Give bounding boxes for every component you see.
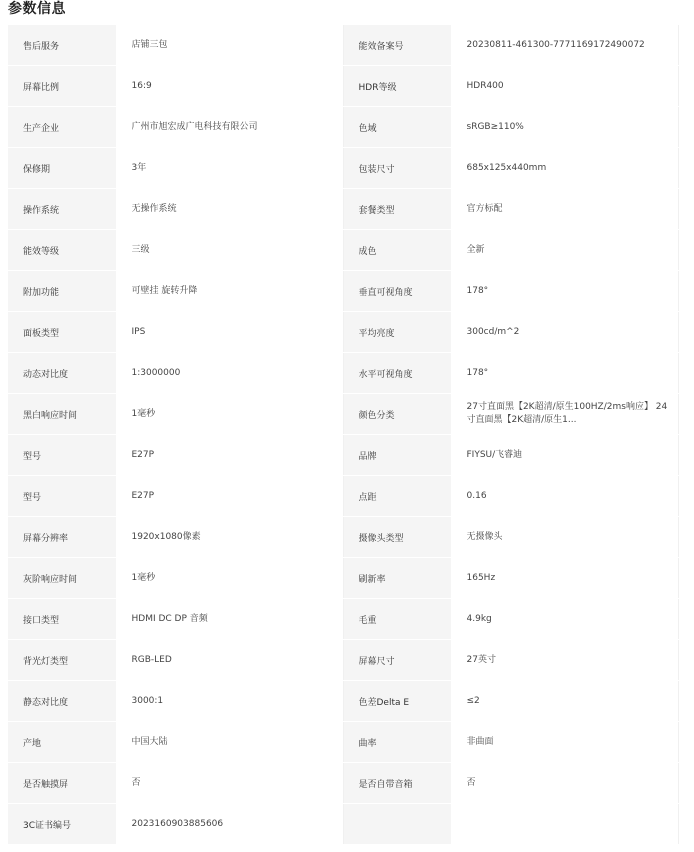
- param-label: [343, 66, 451, 107]
- param-value-text: 16:9: [131, 80, 152, 91]
- param-label-text: 附加功能: [23, 287, 60, 298]
- param-label-text: 面板类型: [23, 328, 60, 339]
- param-label: [343, 107, 451, 148]
- param-value: [116, 25, 343, 66]
- param-value-text: 店铺三包: [131, 39, 168, 50]
- param-value: [116, 66, 343, 107]
- param-label: [8, 271, 116, 312]
- param-row: [8, 394, 678, 435]
- param-value: [451, 599, 678, 640]
- param-label-text: 产地: [23, 738, 42, 749]
- param-value-text: 可壁挂 旋转升降: [131, 285, 198, 296]
- param-value-text: 1920x1080像素: [131, 531, 201, 542]
- param-label: [343, 804, 451, 845]
- param-value-text: 无摄像头: [466, 531, 503, 542]
- param-value: [116, 230, 343, 271]
- param-value-text: RGB-LED: [131, 654, 172, 665]
- param-label-text: 3C证书编号: [23, 820, 72, 831]
- param-label-text: 灰阶响应时间: [23, 574, 78, 585]
- param-value: [451, 312, 678, 353]
- param-value: [116, 599, 343, 640]
- param-value-text: 27英寸: [466, 654, 496, 665]
- param-value-text: 1毫秒: [131, 408, 156, 419]
- param-value: [451, 558, 678, 599]
- param-row: [8, 148, 678, 189]
- param-label: [8, 804, 116, 845]
- param-label: [8, 189, 116, 230]
- param-value-text: 178°: [466, 367, 489, 378]
- param-value-text: 1:3000000: [131, 367, 181, 378]
- param-label-text: 刷新率: [358, 574, 386, 585]
- param-label-text: 品牌: [358, 451, 377, 462]
- param-value-text: sRGB≥110%: [466, 121, 524, 132]
- param-row: [8, 599, 678, 640]
- param-label-text: 套餐类型: [358, 205, 395, 216]
- param-value: [451, 517, 678, 558]
- param-value: [116, 148, 343, 189]
- param-label: [8, 599, 116, 640]
- params-table-body: [8, 25, 678, 845]
- param-value: [451, 435, 678, 476]
- param-value-text: 2023160903885606: [131, 818, 224, 829]
- param-label: [343, 25, 451, 66]
- param-label-text: 水平可视角度: [358, 369, 413, 380]
- param-value-text: 全新: [466, 244, 485, 255]
- param-value-text: HDR400: [466, 80, 504, 91]
- param-label-text: 色差Delta E: [358, 697, 410, 708]
- param-row: [8, 230, 678, 271]
- param-value-text: 非曲面: [466, 736, 494, 747]
- param-label-text: 包装尺寸: [358, 164, 395, 175]
- param-value: [451, 107, 678, 148]
- param-value: [116, 353, 343, 394]
- param-label-text: 能效备案号: [358, 41, 404, 52]
- param-label: [343, 558, 451, 599]
- param-label: [8, 148, 116, 189]
- param-value-text: 178°: [466, 285, 489, 296]
- param-label-text: 动态对比度: [23, 369, 69, 380]
- param-row: [8, 722, 678, 763]
- param-label: [343, 517, 451, 558]
- param-row: [8, 517, 678, 558]
- param-value-text: 官方标配: [466, 203, 503, 214]
- param-value: [451, 763, 678, 804]
- param-row: [8, 558, 678, 599]
- param-value-text: 中国大陆: [131, 736, 168, 747]
- params-table: [8, 25, 679, 845]
- param-label: [8, 312, 116, 353]
- param-value: [116, 107, 343, 148]
- param-value: [116, 394, 343, 435]
- param-label: [8, 640, 116, 681]
- param-label: [343, 599, 451, 640]
- param-value-text: IPS: [131, 326, 146, 337]
- param-value: [116, 681, 343, 722]
- param-value: [116, 804, 343, 845]
- param-label-text: 屏幕分辨率: [23, 533, 69, 544]
- param-label: [8, 681, 116, 722]
- param-value: [116, 763, 343, 804]
- param-label: [8, 107, 116, 148]
- param-label-text: 屏幕尺寸: [358, 656, 395, 667]
- param-value: [451, 804, 678, 845]
- param-value: [116, 271, 343, 312]
- param-label-text: 颜色分类: [358, 410, 395, 421]
- param-label-text: 保修期: [23, 164, 51, 175]
- param-value: [451, 25, 678, 66]
- param-label-text: 背光灯类型: [23, 656, 69, 667]
- param-label: [343, 230, 451, 271]
- param-value: [451, 394, 678, 435]
- param-value-text: 4.9kg: [466, 613, 492, 624]
- section-title: 参数信息: [8, 1, 66, 17]
- param-value-text: ≤2: [466, 695, 480, 706]
- param-value-text: 1毫秒: [131, 572, 156, 583]
- param-value: [451, 681, 678, 722]
- param-value: [116, 476, 343, 517]
- param-label: [8, 353, 116, 394]
- param-value-text: 3年: [131, 162, 147, 173]
- param-label: [8, 558, 116, 599]
- param-label-text: 成色: [358, 246, 377, 257]
- param-label: [8, 66, 116, 107]
- param-row: [8, 763, 678, 804]
- param-value-text: HDMI DC DP 音频: [131, 613, 208, 624]
- param-value: [451, 476, 678, 517]
- param-row: [8, 804, 678, 845]
- param-label: [343, 394, 451, 435]
- param-label: [8, 476, 116, 517]
- param-value-text: 无操作系统: [131, 203, 177, 214]
- param-value-text: 三级: [131, 244, 150, 255]
- param-label: [343, 148, 451, 189]
- param-label-text: 黑白响应时间: [23, 410, 78, 421]
- param-label: [343, 722, 451, 763]
- param-label-text: 能效等级: [23, 246, 60, 257]
- param-value-text: FIYSU/飞睿迪: [466, 449, 523, 460]
- param-value-text: 20230811-461300-7771169172490072: [466, 39, 645, 50]
- param-label: [8, 25, 116, 66]
- param-label-text: 操作系统: [23, 205, 60, 216]
- param-value: [116, 435, 343, 476]
- param-label: [343, 640, 451, 681]
- param-value: [451, 66, 678, 107]
- param-label: [343, 435, 451, 476]
- param-row: [8, 66, 678, 107]
- param-label: [8, 722, 116, 763]
- param-label: [343, 681, 451, 722]
- param-label-text: 售后服务: [23, 41, 60, 52]
- param-row: [8, 476, 678, 517]
- param-row: [8, 640, 678, 681]
- param-value: [451, 640, 678, 681]
- param-label-text: 生产企业: [23, 123, 60, 134]
- param-value-text: 3000:1: [131, 695, 164, 706]
- param-value: [116, 517, 343, 558]
- param-label: [343, 271, 451, 312]
- param-label-text: 静态对比度: [23, 697, 69, 708]
- param-row: [8, 353, 678, 394]
- param-value-text: 广州市旭宏成广电科技有限公司: [131, 121, 258, 132]
- param-row: [8, 107, 678, 148]
- param-value: [116, 722, 343, 763]
- param-row: [8, 189, 678, 230]
- param-label-text: 接口类型: [23, 615, 60, 626]
- param-label-text: 型号: [23, 451, 42, 462]
- param-row: [8, 271, 678, 312]
- param-value: [451, 353, 678, 394]
- param-label: [8, 517, 116, 558]
- param-value-text: E27P: [131, 490, 155, 501]
- param-value: [451, 271, 678, 312]
- param-label: [343, 763, 451, 804]
- param-label-text: 色域: [358, 123, 377, 134]
- param-row: [8, 681, 678, 722]
- param-label: [8, 435, 116, 476]
- param-value: [451, 722, 678, 763]
- param-value-text: 否: [131, 777, 141, 788]
- param-label-text: 毛重: [358, 615, 377, 626]
- param-row: [8, 435, 678, 476]
- param-value: [116, 640, 343, 681]
- param-value-text: 27寸直面黑【2K超清/原生100HZ/2ms响应】 24寸直面黑【2K超清/原生1...: [466, 402, 668, 425]
- param-value: [451, 148, 678, 189]
- param-value: [451, 189, 678, 230]
- param-value-text: 300cd/m^2: [466, 326, 520, 337]
- param-label: [8, 763, 116, 804]
- param-label: [343, 353, 451, 394]
- param-value: [116, 312, 343, 353]
- param-label-text: 型号: [23, 492, 42, 503]
- param-label: [343, 312, 451, 353]
- param-label-text: 点距: [358, 492, 377, 503]
- param-label-text: 垂直可视角度: [358, 287, 413, 298]
- param-value-text: 0.16: [466, 490, 487, 501]
- param-row: [8, 25, 678, 66]
- param-label-text: 曲率: [358, 738, 377, 749]
- param-label-text: 摄像头类型: [358, 533, 404, 544]
- param-label-text: HDR等级: [358, 82, 397, 93]
- param-value: [116, 189, 343, 230]
- param-label-text: 是否自带音箱: [358, 779, 413, 790]
- param-label: [8, 230, 116, 271]
- param-label: [343, 189, 451, 230]
- param-label-text: 平均亮度: [358, 328, 395, 339]
- param-value: [116, 558, 343, 599]
- param-value-text: 否: [466, 777, 476, 788]
- param-label-text: 是否触摸屏: [23, 779, 69, 790]
- param-label: [343, 476, 451, 517]
- param-value-text: 165Hz: [466, 572, 496, 583]
- param-value: [451, 230, 678, 271]
- param-value-text: 685x125x440mm: [466, 162, 547, 173]
- param-value-text: E27P: [131, 449, 155, 460]
- param-label-text: 屏幕比例: [23, 82, 60, 93]
- param-row: [8, 312, 678, 353]
- param-label: [8, 394, 116, 435]
